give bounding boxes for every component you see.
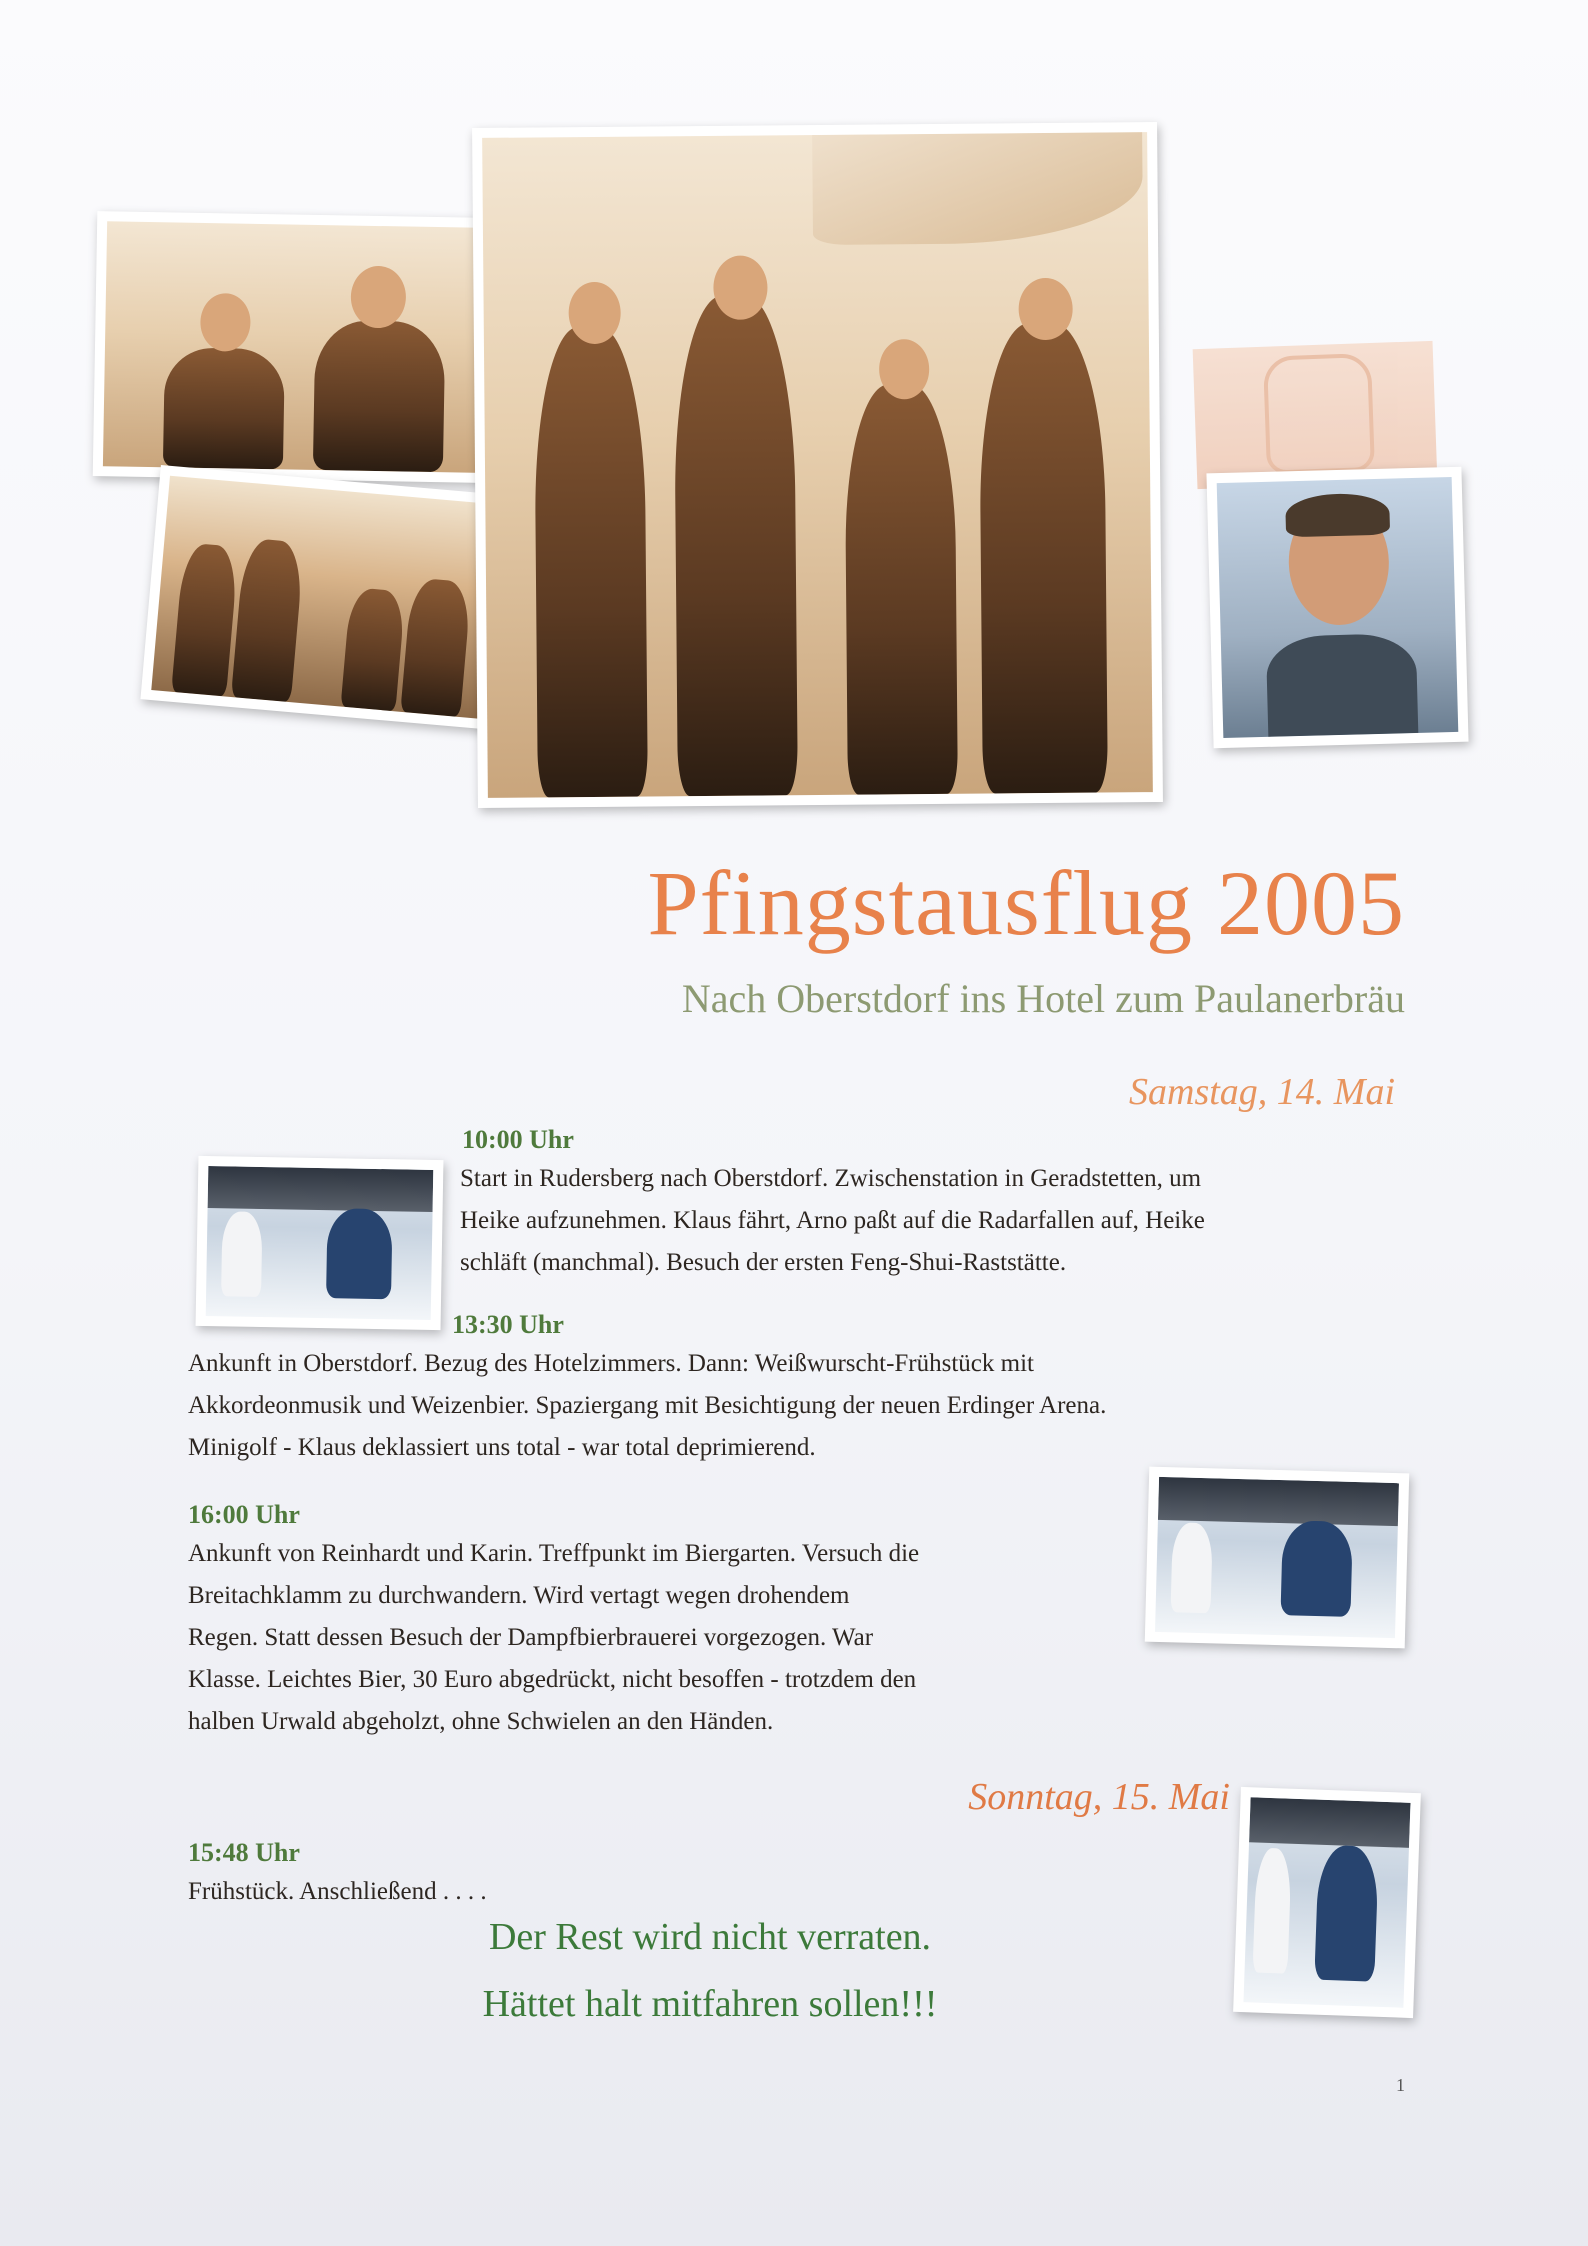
beer-label-image [1193,341,1438,489]
entry-line: halben Urwald abgeholzt, ohne Schwielen an den Händen. [188,1708,774,1735]
entry-line: Akkordeonmusik und Weizenbier. Spaziergang mit Besichtigung der neuen Erdinger Arena. [188,1392,1107,1419]
page-subtitle: Nach Oberstdorf ins Hotel zum Paulanerbräu [681,976,1405,1021]
entry-line: Ankunft von Reinhardt und Karin. Treffpunkt im Biergarten. Versuch die [188,1540,920,1567]
photo-ice-skating-1 [196,1156,444,1330]
entry-line: Breitachklamm zu durchwandern. Wird vertagt wegen drohendem [188,1582,850,1609]
entry-text [188,1871,487,1913]
closing-line: Der Rest wird nicht verraten. [488,1916,932,1958]
photo-ice-skating-3 [1233,1787,1421,2018]
closing-line: Hättet halt mitfahren sollen!!! [482,1983,938,2025]
photo-group-main [472,122,1163,808]
photo-portrait-man [1206,467,1468,749]
entry-time: 13:30 Uhr [452,1310,564,1339]
entry-line: Ankunft in Oberstdorf. Bezug des Hotelzimmers. Dann: Weißwurscht-Frühstück mit [188,1350,1034,1377]
entry-time: 10:00 Uhr [462,1125,574,1154]
entry-time: 15:48 Uhr [188,1838,300,1867]
page-number: 1 [1396,2075,1405,2095]
entry-line: Regen. Statt dessen Besuch der Dampfbierbrauerei vorgezogen. War [188,1624,874,1651]
entry-text [188,1533,919,1743]
entry-line: schläft (manchmal). Besuch der ersten Feng-Shui-Raststätte. [460,1249,1067,1276]
day-heading-saturday: Samstag, 14. Mai [1129,1071,1395,1113]
entry-line: Start in Rudersberg nach Oberstdorf. Zwischenstation in Geradstetten, um [460,1165,1202,1192]
entry-time: 16:00 Uhr [188,1500,300,1529]
day-heading-sunday: Sonntag, 15. Mai [968,1776,1230,1818]
photo-ice-skating-2 [1145,1467,1409,1649]
page-title: Pfingstausflug 2005 [647,852,1405,954]
entry-line: Minigolf - Klaus deklassiert uns total - war total deprimierend. [188,1434,816,1461]
entry-line: Heike aufzunehmen. Klaus fährt, Arno paßt auf die Radarfallen auf, Heike [460,1207,1205,1234]
entry-line: Frühstück. Anschließend . . . . [188,1878,487,1905]
photo-group-terrace-small [140,465,514,730]
entry-text [460,1158,1205,1284]
entry-line: Klasse. Leichtes Bier, 30 Euro abgedrückt, nicht besoffen - trotzdem den [188,1666,917,1693]
entry-text [188,1343,1106,1469]
